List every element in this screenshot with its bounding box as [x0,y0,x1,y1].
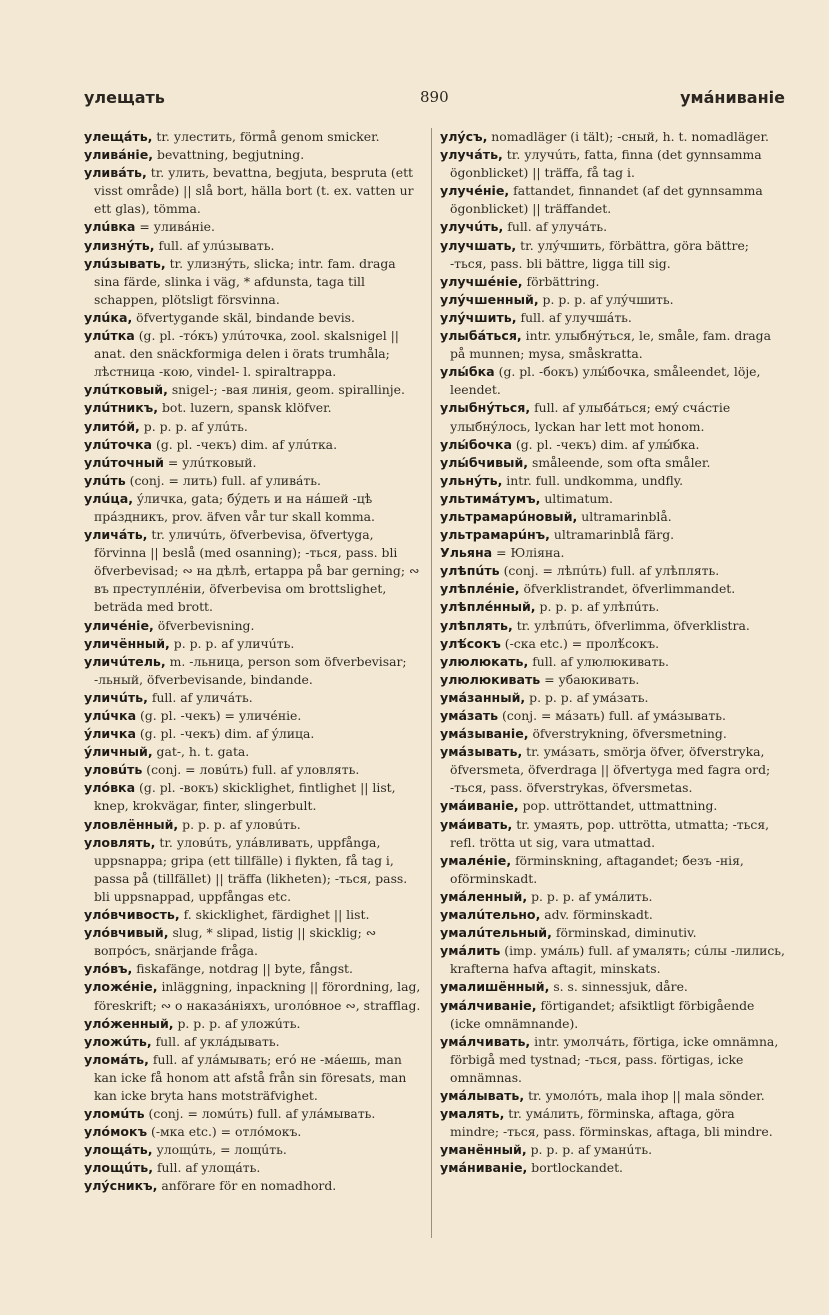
dictionary-entry [84,924,424,960]
dictionary-entry [440,816,785,852]
entry-headword: Ульяна [440,545,493,561]
dictionary-entry [440,906,785,924]
dictionary-entry [440,508,785,526]
entry-headword: уличáть, [84,527,148,543]
entry-definition: m. -льница, person som öfverbevisar; -льный, öfverbevisande, bindande. [94,653,407,687]
dictionary-entry [84,418,424,436]
entry-headword: уличúтель, [84,653,166,669]
dictionary-entry [84,1177,424,1195]
left-column [84,128,424,1196]
entry-definition: (-мка etc.) = отлóмокъ. [147,1124,302,1140]
entry-definition: förtigandet; afsiktligt förbigående (icke omnämnande). [450,997,755,1031]
entry-headword: улюлюкать, [440,653,529,669]
entry-definition: fattandet, finnandet (af det gynnsamma ögonblicket) || träffandet. [450,183,763,217]
entry-definition: pop. uttröttandet, uttmattning. [518,798,718,814]
entry-definition: (conj. = мáзать) full. af умáзывать. [498,708,726,723]
dictionary-entry [440,1087,785,1105]
entry-headword: уломúть [84,1106,145,1122]
entry-headword: улы́бочка [440,436,512,452]
dictionary-entry [440,309,785,327]
dictionary-entry [440,924,785,942]
entry-definition: f. skicklighet, färdighet || list. [179,907,370,923]
entry-definition: p. p. p. af уманúть. [526,1142,653,1158]
entry-headword: ульнýть, [440,472,503,488]
entry-definition: tr. умáлить, förminska, aftaga, göra mindre; -ться, pass. förminskas, aftaga, bli mindre. [450,1106,773,1140]
page-header [84,88,785,114]
entry-headword: улитóй, [84,418,140,434]
entry-headword: улучúть, [440,219,504,235]
entry-headword: умáлывать, [440,1087,525,1103]
entry-headword: умáзать [440,708,499,723]
entry-definition: ýличка, gata; бýдеть и на нáшей -цѣ прáздникъ, prov. äfven vår tur skall komma. [94,490,375,524]
entry-definition: bot. luzern, spansk klöfver. [158,400,332,416]
entry-definition: = улúтковый. [163,454,257,470]
dictionary-entry [84,1123,424,1141]
dictionary-entry [440,454,785,472]
entry-headword: умáзанный, [440,689,526,705]
entry-definition: (g. pl. -чекъ) dim. af ýлица. [135,726,315,742]
dictionary-entry [84,1105,424,1123]
entry-definition: p. p. p. af улýчшить. [538,291,674,307]
entry-definition: öfvertygande skäl, bindande bevis. [132,309,355,325]
entry-headword: улучáть, [440,147,503,163]
entry-definition: full. af улюлюкивать. [528,653,669,669]
entry-definition: (g. pl. -тóкъ) улúточка, zool. skalsnigel || anat. den snäckformiga delen i örats trumhåla; лѣстница -кою, vindel- l. spiraltrappa. [94,328,399,380]
entry-definition: (-ска etc.) = пролѣ́сокъ. [500,635,660,651]
entry-headword: умáлчивать, [440,1033,531,1049]
dictionary-entry [84,255,424,309]
dictionary-entry [84,1141,424,1159]
entry-headword: улúтка [84,328,135,344]
entry-headword: уливáніе, [84,147,154,163]
entry-headword: улýчшить, [440,309,517,325]
entry-headword: улóвчивый, [84,925,169,941]
entry-headword: улы́бка [440,364,495,380]
dictionary-entry [84,526,424,616]
dictionary-entry [84,1159,424,1177]
entry-headword: улѣ́сокъ [440,635,501,651]
entry-headword: уложúть, [84,1033,152,1049]
entry-definition: p. p. p. af улúть. [139,418,248,434]
dictionary-entry [440,635,785,653]
dictionary-entry [84,381,424,399]
dictionary-entry [440,218,785,236]
dictionary-entry [84,816,424,834]
dictionary-entry [440,978,785,996]
entry-headword: улещáть, [84,129,153,144]
entry-definition: (imp. умáль) full. af умалять; сúлы -лились, krafterna hafva aftagit, minskats. [450,943,785,977]
entry-definition: (conj. = лить) full. af уливáть. [125,472,321,488]
entry-headword: улúтковый, [84,382,168,398]
dictionary-entry [440,399,785,435]
entry-definition: (g. pl. -чекъ) = уличéніе. [136,708,302,723]
entry-definition: bortlockandet. [527,1160,623,1176]
dictionary-entry [440,888,785,906]
column-divider [431,128,432,1238]
entry-headword: улóвъ, [84,961,133,977]
entry-definition: улощúть, = лощúть. [152,1142,287,1158]
dictionary-entry [440,562,785,580]
entry-definition: tr. улить, bevattna, begjuta, bespruta (ett visst område) || slå bort, hälla bort (t. ex. vatten ur ett glas), tömma. [94,165,414,217]
entry-definition: tr. улýчшить, förbättra, göra bättre; -ться, pass. bli bättre, ligga till sig. [450,237,749,271]
entry-definition: (g. pl. -бокъ) улы́бочка, småleendet, löje, leendet. [450,364,761,398]
entry-definition: tr. умáзать, smörja öfver, öfverstryka, öfversmeta, öfverdraga || öfvertyga med fagra ord; -ться, pass. öfverstrykas, öfversmetas. [450,744,771,796]
dictionary-entry [84,218,424,236]
entry-headword: улучшать, [440,237,517,253]
dictionary-entry [440,852,785,888]
entry-headword: уличённый, [84,635,170,651]
entry-definition: p. p. p. af улѣпúть. [535,599,660,615]
entry-headword: улощáть, [84,1142,153,1158]
dictionary-entry [440,472,785,490]
entry-headword: улýсъ, [440,129,488,144]
dictionary-entry [84,617,424,635]
entry-headword: улѣпúть [440,563,500,579]
dictionary-entry [440,598,785,616]
entry-definition: tr. улѣпúть, öfverlimma, öfverklistra. [512,617,750,633]
dictionary-entry [440,689,785,707]
entry-definition: förminskad, diminutiv. [551,925,697,941]
right-column [440,128,785,1177]
entry-definition: (conj. = ловúть) full. af уловлять. [142,762,360,778]
entry-headword: умалишённый, [440,979,550,995]
entry-definition: tr. умолóть, mala ihop || mala sönder. [524,1087,765,1103]
running-head-left: улещать [84,88,165,107]
entry-headword: улюлюкивать [440,671,541,687]
dictionary-entry [440,237,785,273]
entry-definition: öfverklistrandet, öfverlimmandet. [519,581,736,597]
entry-headword: улúтникъ, [84,400,159,416]
entry-definition: tr. уличúть, öfverbevisa, öfvertyga, förvinna || beslå (med osanning); -ться, pass. bli öfverbevisad; ∾ на дѣлѣ, ertappa på bar gerning; ∾ въ преступлéніи, öfverbevisa om brottslighet, beträda med brott. [94,527,420,615]
entry-headword: уманённый, [440,1142,527,1158]
dictionary-entry [84,761,424,779]
entry-headword: улóженный, [84,1015,174,1031]
dictionary-entry [440,182,785,218]
entry-headword: улѣплéнный, [440,599,536,615]
entry-headword: ультрамарúнъ, [440,527,550,543]
entry-headword: ультрамарúновый, [440,508,578,524]
dictionary-entry [440,291,785,309]
entry-definition: p. p. p. af уложúть. [173,1015,301,1031]
entry-headword: улóвка [84,780,136,796]
entry-headword: улощúть, [84,1160,154,1176]
entry-definition: småleende, som ofta småler. [528,454,711,470]
entry-definition: full. af улощáть. [153,1160,261,1176]
dictionary-entry [440,526,785,544]
entry-headword: умáивать, [440,816,513,832]
entry-headword: умалúтельный, [440,925,552,941]
entry-headword: улúзывать, [84,255,166,271]
entry-definition: öfverstrykning, öfversmetning. [528,726,727,742]
dictionary-entry [440,490,785,508]
page-number: 890 [420,88,449,106]
entry-headword: ýличка [84,726,136,742]
dictionary-entry [84,689,424,707]
entry-headword: уличéніе, [84,617,154,633]
entry-definition: intr. улыбнýться, le, småle, fam. draga på munnen; mysa, småskratta. [450,328,771,362]
dictionary-entry [440,327,785,363]
entry-definition: anförare för en nomadhord. [157,1178,337,1194]
entry-definition: tr. умаять, pop. uttrötta, utmatta; -ться, refl. trötta ut sig, vara utmattad. [450,816,770,850]
entry-headword: улúть [84,472,126,488]
entry-headword: умалять, [440,1106,505,1122]
entry-headword: уливáть, [84,165,147,181]
entry-headword: умáзывать, [440,744,523,760]
dictionary-entry [440,128,785,146]
dictionary-entry [440,1159,785,1177]
dictionary-entry [84,1033,424,1051]
dictionary-entry [440,146,785,182]
running-head-right: умáниваніе [680,88,785,107]
entry-definition: p. p. p. af умáлить. [527,888,653,904]
dictionary-entry [84,472,424,490]
dictionary-entry [440,273,785,291]
dictionary-entry [84,1051,424,1105]
entry-headword: улѣплéніе, [440,581,520,597]
entry-headword: умáниваніе, [440,1160,528,1176]
dictionary-entry [84,725,424,743]
entry-headword: улыбнýться, [440,400,531,416]
entry-headword: умáленный, [440,888,528,904]
dictionary-entry [84,960,424,978]
entry-definition: ultramarinblå färg. [549,527,675,543]
dictionary-entry [84,1015,424,1033]
entry-headword: уловúть [84,762,143,778]
dictionary-entry [440,797,785,815]
entry-headword: улѣплять, [440,617,513,633]
entry-definition: tr. улучúть, fatta, finna (det gynnsamma ögonblicket) || träffa, få tag i. [450,147,762,181]
dictionary-entry [84,707,424,725]
entry-headword: уловлять, [84,834,156,850]
entry-headword: улизнýть, [84,237,155,253]
dictionary-entry [440,743,785,797]
dictionary-entry [84,743,424,761]
entry-definition: full. af улучшáть. [516,309,632,325]
dictionary-entry [84,309,424,327]
dictionary-entry [440,707,785,725]
entry-headword: ýличный, [84,744,153,760]
entry-definition: = Юліяна. [492,545,565,561]
entry-headword: умáлчиваніе, [440,997,537,1013]
entry-definition: snigel-; -вая линія, geom. spirallinje. [167,382,405,398]
dictionary-entry [84,490,424,526]
entry-headword: умалúтельно, [440,907,541,923]
entry-headword: улóмокъ [84,1124,148,1140]
entry-definition: öfverbevisning. [153,617,255,633]
entry-definition: slug, * slipad, listig || skicklig; ∾ вопрóсъ, snärjande fråga. [94,925,377,959]
entry-headword: ультимáтумъ, [440,490,541,506]
entry-definition: tr. улизнýть, slicka; intr. fam. draga sina färde, slinka i väg, * afdunsta, taga till schappen, plötsligt försvinna. [94,255,396,307]
entry-headword: умáзываніе, [440,726,529,742]
entry-definition: full. af улáмывать; егó не -мáешь, man kan icke få honom att afstå från sin föresats, man kan icke bryta hans motsträfvighet. [94,1051,407,1103]
entry-headword: умáлить [440,943,501,959]
dictionary-entry [84,436,424,454]
entry-definition: tr. улестить, förmå genom smicker. [152,129,380,144]
entry-definition: (conj. = ломúть) full. af улáмывать. [144,1106,376,1122]
dictionary-entry [84,399,424,417]
dictionary-entry [440,1141,785,1159]
entry-headword: улúка, [84,309,133,325]
entry-headword: улучшéніе, [440,273,523,289]
dictionary-entry [84,779,424,815]
dictionary-entry [84,834,424,906]
dictionary-entry [84,128,424,146]
dictionary-entry [440,363,785,399]
entry-definition: intr. умолчáть, förtiga, icke omnämna, förbigå med tystnad; -ться, pass. förtigas, icke omnämnas. [450,1033,779,1085]
entry-definition: full. af улúзывать. [154,237,275,253]
dictionary-entry [440,1105,785,1141]
entry-headword: улúточка [84,436,153,452]
entry-definition: gat-, h. t. gata. [152,744,250,760]
dictionary-entry [440,544,785,562]
entry-headword: улыбáться, [440,328,522,344]
entry-definition: (g. pl. -чекъ) dim. af улы́бка. [511,436,700,452]
entry-definition: (g. pl. -чекъ) dim. af улúтка. [152,436,338,452]
dictionary-entry [440,997,785,1033]
dictionary-entry [84,653,424,689]
entry-headword: улучéніе, [440,183,510,199]
dictionary-entry [440,580,785,598]
dictionary-entry [84,635,424,653]
entry-definition: p. p. p. af уличúть. [169,635,295,651]
entry-definition: p. p. p. af уловúть. [178,816,301,832]
dictionary-entry [440,653,785,671]
entry-headword: улы́бчивый, [440,454,529,470]
entry-definition: = убаюкивать. [540,671,640,687]
dictionary-entry [440,617,785,635]
entry-headword: улúчка [84,708,137,723]
dictionary-entry [84,906,424,924]
entry-headword: уложéніе, [84,979,158,995]
entry-headword: улýсникъ, [84,1178,158,1194]
entry-definition: s. s. sinnessjuk, dåre. [549,979,688,995]
dictionary-entry [84,164,424,218]
entry-definition: (conj. = лѣпúть) full. af улѣплять. [499,563,720,579]
entry-headword: улýчшенный, [440,291,539,307]
dictionary-entry [440,942,785,978]
dictionary-entry [84,237,424,255]
entry-headword: улóвчивость, [84,907,180,923]
entry-definition: förbättring. [522,273,600,289]
entry-definition: nomadläger (i tält); -сный, h. t. nomadläger. [487,129,769,144]
entry-definition: full. af улучáть. [503,219,608,235]
entry-definition: full. af уличáть. [147,689,253,705]
entry-definition: ultimatum. [540,490,613,506]
entry-definition: intr. full. undkomma, undfly. [502,472,684,488]
entry-headword: уловлённый, [84,816,179,832]
entry-definition: full. af улыбáться; емý счáстіе улыбнýлось, lyckan har lett mot honom. [450,400,731,434]
dictionary-entry [440,725,785,743]
dictionary-entry [84,454,424,472]
entry-headword: улúвка [84,219,136,235]
entry-definition: förminskning, aftagandet; безъ -нія, oförminskadt. [450,852,744,886]
entry-definition: (g. pl. -вокъ) skicklighet, fintlighet || list, knep, krokvägar, finter, slingerbult. [94,780,396,814]
entry-headword: умáиваніе, [440,798,519,814]
entry-headword: улúца, [84,490,134,506]
entry-definition: full. af уклáдывать. [151,1033,280,1049]
entry-headword: уличúть, [84,689,148,705]
entry-definition: fiskafänge, notdrag || byte, fångst. [132,961,353,977]
entry-definition: ultramarinblå. [577,508,672,524]
entry-definition: tr. уловúть, улáвливать, uppfånga, uppsnappa; gripa (ett tillfälle) i flykten, få tag i, passa på (tillfället) || träffa (likheten); -ться, pass. bli uppsnappad, uppfångas etc. [94,834,408,904]
dictionary-entry [440,436,785,454]
entry-definition: p. p. p. af умáзать. [525,689,649,705]
entry-definition: adv. förminskadt. [540,907,653,923]
entry-definition: inläggning, inpackning || förordning, lag, föreskrift; ∾ о наказáніяхъ, uголóвное ∾, strafflag. [94,979,421,1013]
entry-headword: уломáть, [84,1051,149,1067]
entry-definition: = уливáніе. [135,219,215,235]
dictionary-entry [440,1033,785,1087]
dictionary-entry [84,978,424,1014]
dictionary-entry [84,327,424,381]
entry-definition: bevattning, begjutning. [153,147,305,163]
entry-headword: умалéніе, [440,852,512,868]
dictionary-entry [84,146,424,164]
dictionary-entry [440,671,785,689]
entry-headword: улúточный [84,454,164,470]
